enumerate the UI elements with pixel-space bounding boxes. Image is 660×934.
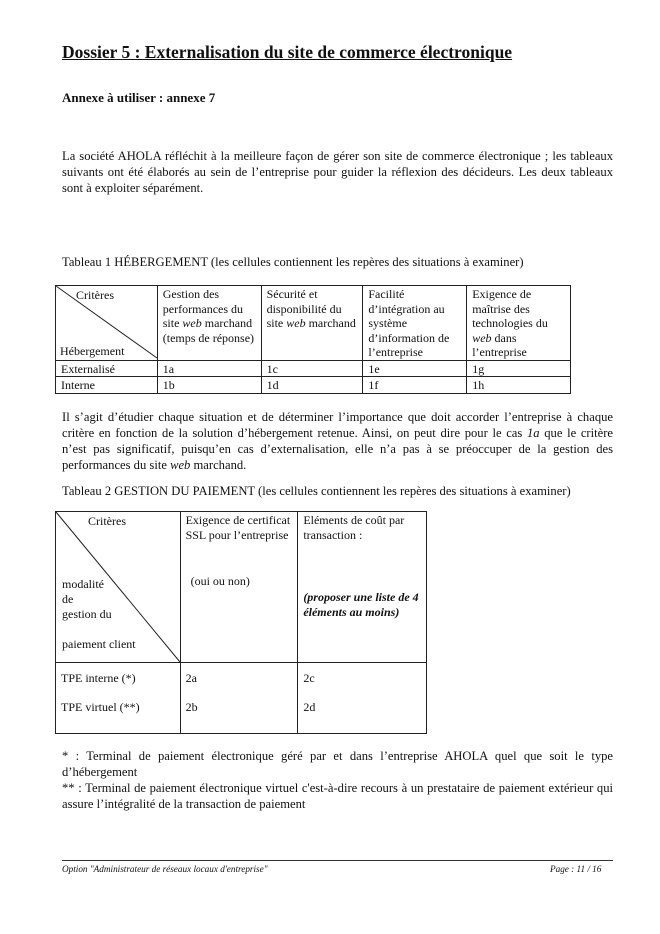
table-row [56, 663, 427, 734]
table2-row-labels: TPE interne (*) TPE virtuel (**) [56, 663, 181, 734]
footer-divider [62, 860, 613, 861]
table-row [56, 360, 571, 377]
table2-header-ssl: Exigence de certificat SSL pour l’entreprise (oui ou non) [180, 512, 298, 663]
table1-header-performances: Gestion des performances du site web marchand (temps de réponse) [157, 286, 261, 361]
table1-row-label: Interne [56, 377, 158, 394]
intro-paragraph: La société AHOLA réfléchit à la meilleure façon de gérer son site de commerce électronique ; les tableaux suivants ont été élaborés au sein de l’entreprise pour guider la réflexion des décideurs. Les deux tableaux sont à exploiter séparément. [62, 149, 613, 195]
page-title: Dossier 5 : Externalisation du site de commerce électronique [62, 42, 513, 62]
table1-header-securite: Sécurité et disponibilité du site web marchand [261, 286, 363, 361]
table1-cell: 1g [467, 360, 571, 377]
table2-cells-cout: 2c 2d [298, 663, 427, 734]
table1-cell: 1d [261, 377, 363, 394]
table2-ssl-note: (oui ou non) [190, 574, 250, 588]
table1-corner-criteres: Critères [76, 288, 114, 302]
footnote-tpe-interne: * : Terminal de paiement électronique géré par et dans l’entreprise AHOLA quel que soit le type d’hébergement [62, 749, 613, 779]
table1-cell: 1a [157, 360, 261, 377]
table-paiement [55, 511, 427, 734]
table1-cell: 1f [363, 377, 467, 394]
table1-caption: Tableau 1 HÉBERGEMENT (les cellules contiennent les repères des situations à examiner) [62, 255, 524, 269]
table1-header-integration: Facilité d’intégration au système d’information de l’entreprise [363, 286, 467, 361]
table2-header-cout: Eléments de coût par transaction : (proposer une liste de 4 éléments au moins) [298, 512, 427, 663]
annexe-reference: Annexe à utiliser : annexe 7 [62, 90, 216, 105]
table1-cell: 1h [467, 377, 571, 394]
table2-corner-criteres: Critères [88, 514, 126, 528]
table2-cout-note: (proposer une liste de 4 éléments au moins) [303, 590, 419, 619]
table2-corner-paiement: paiement client [62, 637, 136, 651]
table1-row-label: Externalisé [56, 360, 158, 377]
table-row [56, 377, 571, 394]
table1-cell: 1c [261, 360, 363, 377]
table2-corner-modalite: modalité de gestion du [62, 577, 112, 621]
table1-corner-hebergement: Hébergement [60, 344, 125, 358]
footer-option: Option "Administrateur de réseaux locaux d'entreprise" [62, 864, 268, 874]
table2-caption: Tableau 2 GESTION DU PAIEMENT (les cellules contiennent les repères des situations à examiner) [62, 484, 571, 498]
table2-corner-cell [56, 512, 181, 663]
table2-cells-ssl: 2a 2b [180, 663, 298, 734]
table1-cell: 1e [363, 360, 467, 377]
table1-corner-cell [56, 286, 158, 361]
footnotes [62, 748, 613, 812]
table-hebergement [55, 285, 571, 394]
table1-cell: 1b [157, 377, 261, 394]
table1-header-maitrise: Exigence de maîtrise des technologies du web dans l’entreprise [467, 286, 571, 361]
page-number: Page : 11 / 16 [550, 864, 602, 874]
footnote-tpe-virtuel: ** : Terminal de paiement électronique virtuel c'est-à-dire recours à un prestataire de paiement extérieur qui assure l’intégralité de la transaction de paiement [62, 781, 613, 811]
explanation-paragraph: Il s’agit d’étudier chaque situation et de déterminer l’importance que doit accorder l’entreprise à chaque critère en fonction de la solution d’hébergement retenue. Ainsi, on peut dire pour le cas 1a que le critère n’est pas significatif, puisqu’en cas d’externalisation, elle n’a pas à se préoccuper de la gestion des performances du site web marchand. [62, 410, 613, 472]
